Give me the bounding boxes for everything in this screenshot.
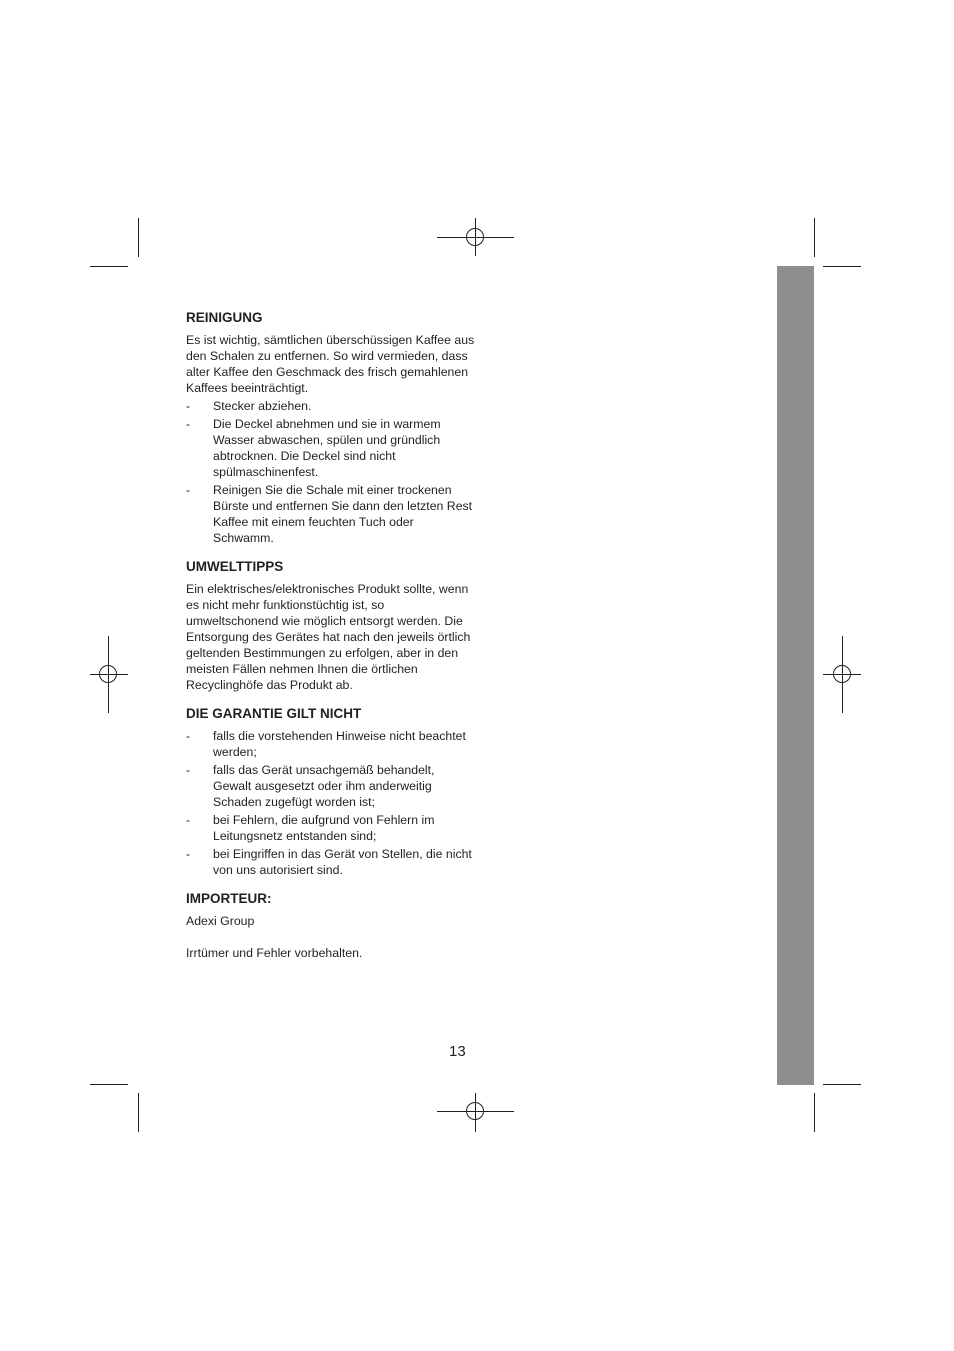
section-cleaning (186, 309, 476, 546)
bullet-list (186, 398, 476, 546)
crop-mark (90, 266, 128, 267)
list-item: - Reinigen Sie die Schale mit einer trockenen Bürste und entfernen Sie dann den letzten Rest Kaffee mit einem feuchten Tuch oder Schwamm. (186, 483, 473, 545)
main-text-column (186, 309, 476, 973)
section-importer (186, 890, 476, 961)
disclaimer: Irrtümer und Fehler vorbehalten. (186, 946, 363, 960)
list-item: - bei Eingriffen in das Gerät von Stellen, die nicht von uns autorisiert sind. (186, 847, 472, 877)
crop-mark (823, 1084, 861, 1085)
list-item: - bei Fehlern, die aufgrund von Fehlern im Leitungsnetz entstanden sind; (186, 813, 435, 843)
crop-mark (823, 266, 861, 267)
section-title: IMPORTEUR: (186, 891, 272, 906)
section-title: UMWELTTIPPS (186, 559, 284, 574)
list-item: - falls das Gerät unsachgemäß behandelt, Gewalt ausgesetzt oder ihm anderweitig Schaden zugefügt worden ist; (186, 763, 435, 809)
page-number: 13 (449, 1043, 466, 1060)
section-title: DIE GARANTIE GILT NICHT (186, 706, 362, 721)
paragraph: Es ist wichtig, sämtlichen überschüssigen Kaffee aus den Schalen zu entfernen. So wird vermieden, dass alter Kaffee den Geschmack des frisch gemahlenen Kaffees beeinträchtigt. (186, 333, 475, 395)
crop-mark (814, 1093, 815, 1132)
importer-name: Adexi Group (186, 914, 255, 928)
list-item: - Die Deckel abnehmen und sie in warmem Wasser abwaschen, spülen und gründlich abtrocknen. Die Deckel sind nicht spülmaschinenfest. (186, 417, 441, 479)
section-title: REINIGUNG (186, 310, 263, 325)
crop-mark (138, 218, 139, 257)
list-item: - falls die vorstehenden Hinweise nicht beachtet werden; (186, 729, 466, 759)
section-environment (186, 558, 476, 693)
crop-mark (138, 1093, 139, 1132)
side-tab (777, 266, 814, 1085)
paragraph: Ein elektrisches/elektronisches Produkt sollte, wenn es nicht mehr funktionstüchtig ist, so umweltschonend wie möglich entsorgt werden. Die Entsorgung des Gerätes hat nach den jeweils örtlich geltenden Bestimmungen zu erfolgen, aber in den meisten Fällen nehmen Ihnen die örtlichen Recyclinghöfe das Produkt ab. (186, 582, 471, 692)
section-warranty (186, 705, 476, 878)
list-item: - Stecker abziehen. (186, 399, 312, 413)
crop-mark (814, 218, 815, 257)
crop-mark (90, 1084, 128, 1085)
bullet-list (186, 728, 476, 878)
